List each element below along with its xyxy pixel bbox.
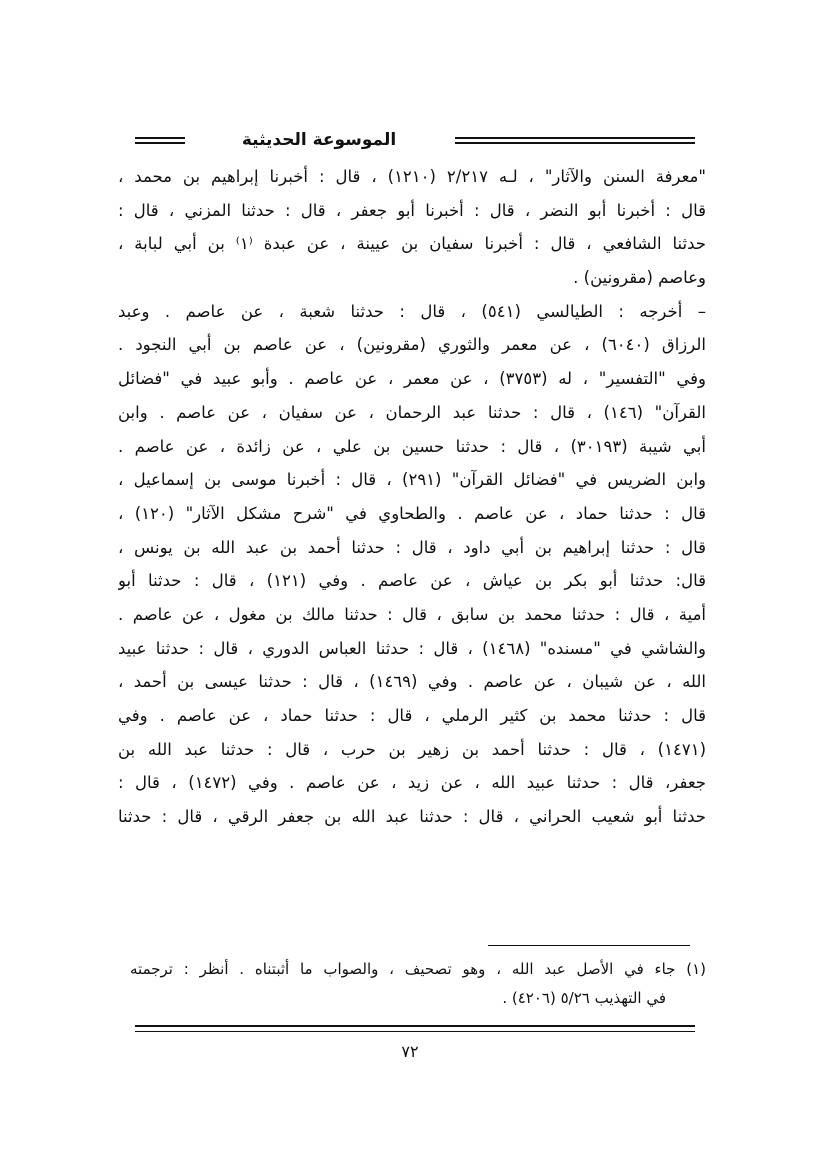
text-line: "معرفة السنن والآثار" ، لـه ٢/٢١٧ (١٢١٠) ، قال : أخبرنا إبراهيم بن محمد ، xyxy=(118,167,706,186)
text-line: (١٤٧١) ، قال : حدثنا أحمد بن زهير بن حرب ، قال : حدثنا عبد الله بن xyxy=(118,739,706,759)
header-title: الموسوعة الحديثية xyxy=(241,130,397,150)
footer-rule-thin xyxy=(135,1031,695,1032)
text-line: قال : أخبرنا أبو النضر ، قال : أخبرنا أبو جعفر ، قال : حدثنا المزني ، قال : xyxy=(118,200,706,220)
footnote-line: في التهذيب ٥/٢٦ (٤٢٠٦) . xyxy=(502,989,666,1007)
text-line: الله ، عن شيبان ، عن عاصم . وفي (١٤٦٩) ، قال : حدثنا عيسى بن أحمد ، xyxy=(118,672,706,692)
text-line: قال : حدثنا محمد بن كثير الرملي ، قال : حدثنا حماد ، عن عاصم . وفي xyxy=(118,706,706,725)
text-line: القرآن" (١٤٦) ، قال : حدثنا عبد الرحمان ، عن سفيان ، عن عاصم . وابن xyxy=(118,402,706,422)
header-rule-left-top xyxy=(135,137,185,139)
footnote-separator xyxy=(488,945,690,946)
text-line: قال : حدثنا حماد ، عن عاصم . والطحاوي في "شرح مشكل الآثار" (١٢٠) ، xyxy=(118,503,706,523)
text-line: أمية ، قال : حدثنا محمد بن سابق ، قال : حدثنا مالك بن مغول ، عن عاصم . xyxy=(118,604,706,624)
text-line: وفي "التفسير" ، له (٣٧٥٣) ، عن معمر ، عن عاصم . وأبو عبيد في "فضائل xyxy=(118,369,706,389)
text-line: حدثنا الشافعي ، قال : أخبرنا سفيان بن عيينة ، عن عبدة ⁽١⁾ بن أبي لبابة ، xyxy=(118,234,706,254)
text-line: حدثنا أبو شعيب الحراني ، قال : حدثنا عبد الله بن جعفر الرقي ، قال : حدثنا xyxy=(118,807,706,827)
text-line: – أخرجه : الطيالسي (٥٤١) ، قال : حدثنا شعبة ، عن عاصم . وعبد xyxy=(118,301,706,321)
text-line: جعفر، قال : حدثنا عبيد الله ، عن زيد ، عن عاصم . وفي (١٤٧٢) ، قال : xyxy=(118,773,706,793)
text-line: قال: حدثنا أبو بكر بن عياش ، عن عاصم . وفي (١٢١) ، قال : حدثنا أبو xyxy=(118,571,706,591)
page-header xyxy=(135,128,695,154)
header-rule-right-top xyxy=(455,137,695,139)
text-line: وابن الضريس في "فضائل القرآن" (٢٩١) ، قال : أخبرنا موسى بن إسماعيل ، xyxy=(118,470,706,490)
footnote xyxy=(130,955,706,1013)
text-line: وعاصم (مقرونين) . xyxy=(573,268,706,288)
header-rule-left-bottom xyxy=(135,142,185,144)
text-line: والشاشي في "مسنده" (١٤٦٨) ، قال : حدثنا العباس الدوري ، قال : حدثنا عبيد xyxy=(118,638,706,658)
text-line: الرزاق (٦٠٤٠) ، عن معمر والثوري (مقرونين) ، عن عاصم بن أبي النجود . xyxy=(118,335,706,355)
text-line: قال : حدثنا إبراهيم بن أبي داود ، قال : حدثنا أحمد بن عبد الله بن يونس ، xyxy=(118,537,706,557)
page-number: ٧٢ xyxy=(401,1042,419,1061)
footer-rule-thick xyxy=(135,1025,695,1027)
text-line: أبي شيبة (٣٠١٩٣) ، قال : حدثنا حسين بن علي ، عن زائدة ، عن عاصم . xyxy=(118,436,706,456)
footnote-line: (١) جاء في الأصل عبد الله ، وهو تصحيف ، والصواب ما أثبتناه . أنظر : ترجمته xyxy=(130,960,706,978)
main-text xyxy=(118,160,706,834)
header-rule-right-bottom xyxy=(455,142,695,144)
